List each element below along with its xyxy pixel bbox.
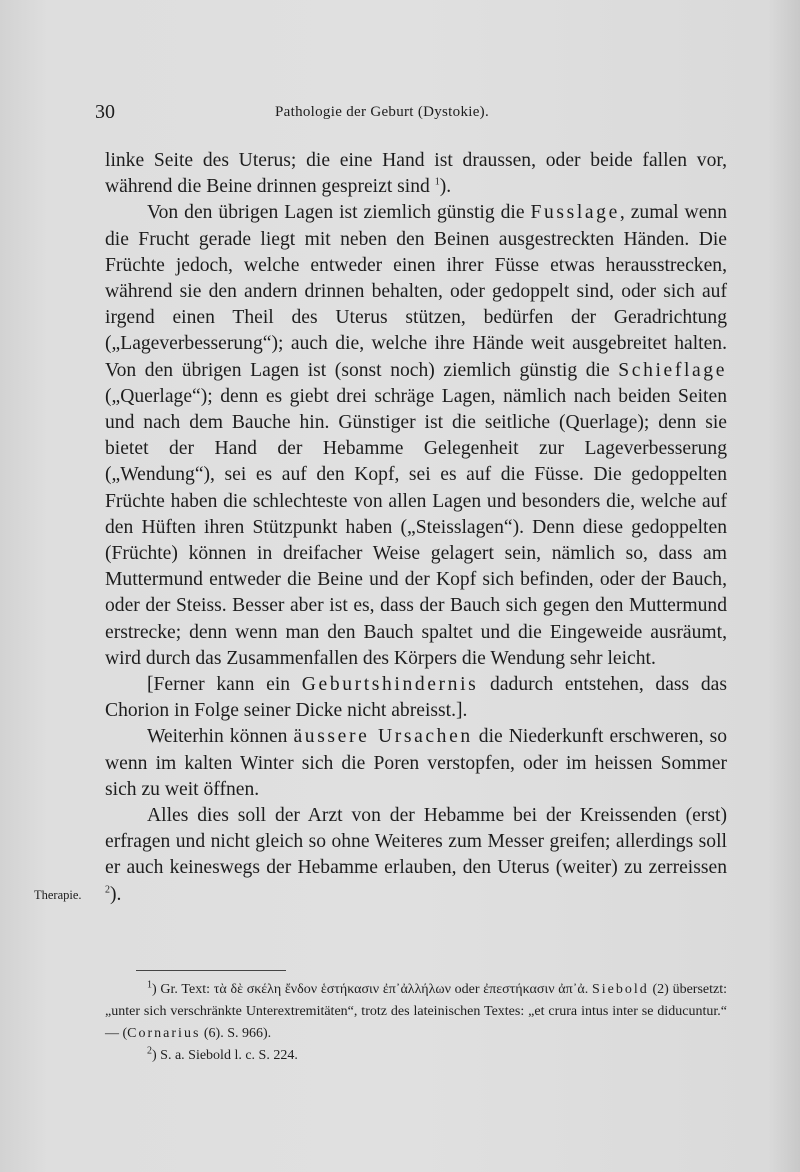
text-run: dadurch entstehen, dass das Chorion in Folge seiner Dicke nicht abreisst.]. bbox=[105, 674, 727, 722]
spaced-emphasis: äussere Ursachen bbox=[293, 726, 473, 748]
footnote-marker: 2 bbox=[105, 884, 110, 896]
text-run: ). bbox=[439, 176, 452, 198]
paragraph bbox=[105, 672, 727, 724]
text-run: ) S. a. Siebold l. c. S. 224. bbox=[152, 1048, 298, 1063]
spaced-emphasis: Siebold bbox=[591, 982, 649, 997]
paragraph bbox=[105, 148, 727, 200]
text-run: (6). S. 966). bbox=[200, 1026, 272, 1041]
text-run: (2) übersetzt: „unter sich verschränkte Unterextremitäten“, trotz des lateinischen Textes: „et crura intus inter se diducuntur.“ — ( bbox=[105, 982, 727, 1041]
text-run: [Ferner kann ein bbox=[147, 674, 302, 696]
running-title: Pathologie der Geburt (Dystokie). bbox=[275, 104, 490, 120]
text-run: („Querlage“); denn es giebt drei schräge Lagen, nämlich nach beiden Seiten und nach dem Bauche hin. Günstiger ist die seitliche (Querlage); denn sie bietet der Hand der Hebamme Gelegenheit zur Lageverbesserung („Wendung“), sei es auf den Kopf, sei es auf die Füsse. Die gedoppelten Früchte haben die schlechteste von allen Lagen und besonders die, welche auf den Hüften ihren Stützpunkt haben („Steisslagen“). Denn diese gedoppelten (Früchte) können in dreifacher Weise gelagert sein, nämlich so, dass am Muttermund entweder die Beine und der Kopf sich befinden, oder der Bauch, oder der Steiss. Besser aber ist es, dass der Bauch sich gegen den Muttermund erstrecke; denn wenn man den Bauch spaltet und die Eingeweide ausräumt, wird durch das Zusammenfallen des Körpers die Wendung sehr leicht. bbox=[105, 385, 727, 669]
text-run: ). bbox=[110, 883, 122, 905]
footnote-marker: 1 bbox=[434, 176, 440, 188]
body-text bbox=[105, 148, 727, 908]
spaced-emphasis: Fusslage bbox=[530, 202, 620, 224]
page-number: 30 bbox=[95, 101, 115, 123]
text-run: linke Seite des Uterus; die eine Hand ist draussen, oder beide fallen vor, während die Beine drinnen gespreizt sind bbox=[105, 150, 727, 198]
text-run: Alles dies soll der Arzt von der Hebamme bei der Kreissenden (erst) erfragen und nicht gleich so ohne Weiteres zum Messer greifen; allerdings soll er auch keineswegs der Hebamme erlauben, den Uterus (weiter) zu zerreissen bbox=[105, 805, 727, 879]
spaced-emphasis: Schieflage bbox=[618, 359, 727, 381]
footnotes bbox=[105, 979, 727, 1067]
footnote bbox=[105, 979, 727, 1045]
paragraph bbox=[105, 724, 727, 803]
footnote bbox=[105, 1045, 727, 1067]
text-run: ) Gr. Text: τὰ δὲ σκέλη ἔνδον ἑστήκασιν ἐπ᾽ἀλλήλων oder ἐπεστήκασιν ἀπ᾽ἀ. bbox=[152, 982, 592, 997]
text-run: Weiterhin können bbox=[147, 726, 294, 748]
footnote-marker: 1 bbox=[147, 979, 152, 991]
spaced-emphasis: Cornarius bbox=[127, 1026, 201, 1041]
paragraph bbox=[105, 803, 727, 908]
text-run: die Niederkunft erschweren, so wenn im kalten Winter sich die Poren verstopfen, oder im heissen Sommer sich zu weit öffnen. bbox=[105, 726, 727, 800]
margin-note: Therapie. bbox=[34, 888, 82, 902]
text-run: , zumal wenn die Frucht gerade liegt mit neben den Beinen ausgestreckten Händen. Die Früchte jedoch, welche entweder einen ihrer Füsse etwas herausstrecken, während sie den andern drinnen behalten, oder gedoppelt sind, oder sich auf irgend einen Theil des Uterus stützen, bedürfen der Geradrichtung („Lageverbesserung“); auch die, welche ihre Hände weit ausgebreitet halten. Von den übrigen Lagen ist (sonst noch) ziemlich günstig die bbox=[105, 202, 727, 381]
footnote-marker: 2 bbox=[147, 1045, 152, 1057]
paragraph bbox=[105, 200, 727, 672]
text-run: Von den übrigen Lagen ist ziemlich günstig die bbox=[147, 202, 531, 224]
spaced-emphasis: Geburtshindernis bbox=[301, 674, 479, 696]
footnote-rule bbox=[136, 970, 286, 971]
